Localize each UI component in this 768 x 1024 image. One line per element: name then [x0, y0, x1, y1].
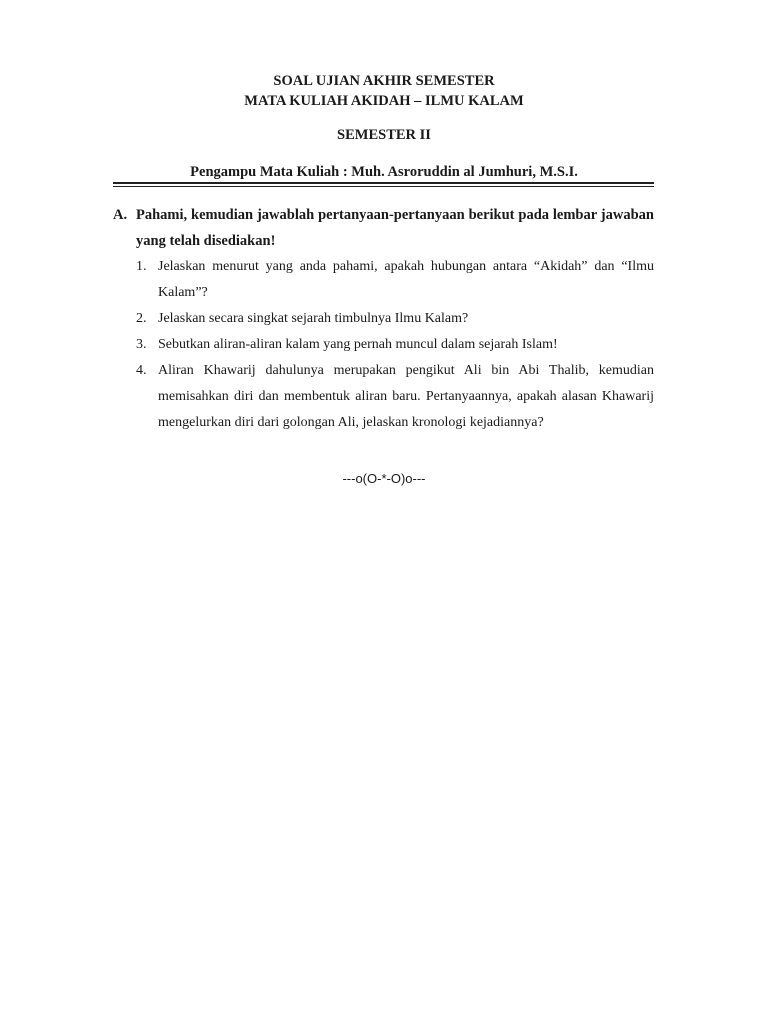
header-divider-thin	[113, 186, 654, 187]
header-divider-thick	[113, 182, 654, 184]
question-number: 2.	[136, 311, 147, 326]
question-text: Aliran Khawarij dahulunya merupakan pengikut Ali bin Abi Thalib, kemudian memisahkan diri dan membentuk aliran baru. Pertanyaannya, apakah alasan Khawarij mengelurkan diri dari golongan Ali, jelaskan kronologi kejadiannya?	[158, 363, 654, 430]
question-text: Sebutkan aliran-aliran kalam yang pernah muncul dalam sejarah Islam!	[158, 337, 558, 352]
semester-label: SEMESTER II	[337, 127, 431, 143]
question-list	[113, 254, 654, 436]
question-item	[113, 358, 654, 436]
question-item	[113, 332, 654, 358]
question-item	[113, 254, 654, 306]
instruction-text: Pahami, kemudian jawablah pertanyaan-pertanyaan berikut pada lembar jawaban yang telah disediakan!	[136, 207, 654, 249]
section-instruction	[113, 202, 654, 254]
question-number: 3.	[136, 337, 147, 352]
question-number: 4.	[136, 363, 147, 378]
course-title: MATA KULIAH AKIDAH – ILMU KALAM	[244, 93, 524, 109]
question-text: Jelaskan menurut yang anda pahami, apakah hubungan antara “Akidah” dan “Ilmu Kalam”?	[158, 259, 654, 300]
closing-ornament: ---o(O-*-O)o---	[342, 471, 426, 486]
question-item	[113, 306, 654, 332]
question-number: 1.	[136, 259, 147, 274]
question-section	[113, 202, 654, 436]
question-text: Jelaskan secara singkat sejarah timbulnya Ilmu Kalam?	[158, 311, 469, 326]
section-letter: A.	[113, 207, 128, 223]
exam-title: SOAL UJIAN AKHIR SEMESTER	[273, 73, 495, 89]
lecturer-line: Pengampu Mata Kuliah : Muh. Asroruddin al Jumhuri, M.S.I.	[190, 164, 578, 180]
